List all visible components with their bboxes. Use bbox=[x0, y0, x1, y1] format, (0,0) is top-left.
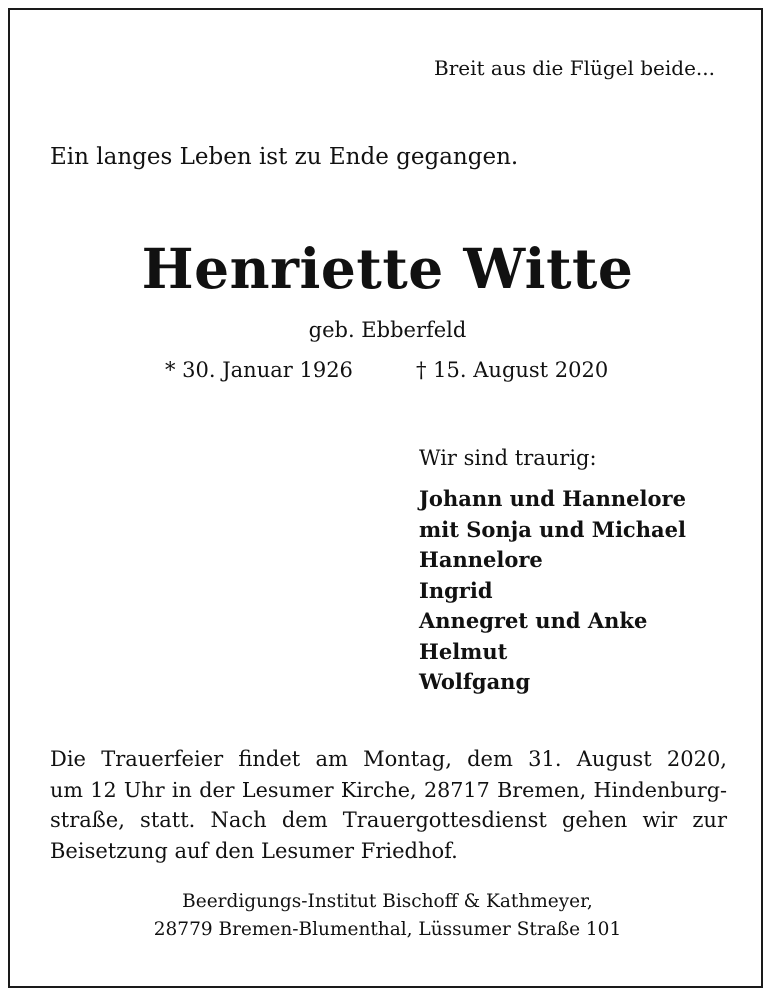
birth-date: * 30. Januar 1926 bbox=[165, 358, 353, 382]
mourners-heading: Wir sind traurig: bbox=[419, 446, 597, 470]
service-line: Beisetzung auf den Lesumer Friedhof. bbox=[50, 838, 458, 863]
death-date: † 15. August 2020 bbox=[416, 358, 609, 382]
undertaker-info bbox=[0, 888, 775, 944]
service-line: Die Trauerfeier findet am Montag, dem 31. August 2020, bbox=[50, 747, 727, 771]
intro-line: Ein langes Leben ist zu Ende gegangen. bbox=[50, 144, 519, 170]
funeral-service-text bbox=[50, 744, 727, 866]
deceased-name: Henriette Witte bbox=[141, 236, 634, 301]
mourner-name: mit Sonja und Michael bbox=[419, 516, 686, 542]
mourner-name: Ingrid bbox=[419, 577, 493, 603]
mourner-name: Wolfgang bbox=[419, 669, 531, 694]
service-line: um 12 Uhr in der Lesumer Kirche, 28717 Bremen, Hindenburg- bbox=[50, 777, 727, 802]
mourner-name: Helmut bbox=[419, 638, 508, 664]
undertaker-name: Beerdigungs-Institut Bischoff & Kathmeyer, bbox=[182, 891, 593, 912]
service-line: straße, statt. Nach dem Trauergottesdienst gehen wir zur bbox=[50, 808, 727, 832]
maiden-name: geb. Ebberfeld bbox=[308, 318, 467, 342]
mourner-name: Annegret und Anke bbox=[419, 608, 648, 633]
mourner-name: Johann und Hannelore bbox=[419, 486, 686, 511]
mourners-block bbox=[419, 446, 686, 698]
mourner-name: Hannelore bbox=[419, 547, 543, 572]
undertaker-address: 28779 Bremen-Blumenthal, Lüssumer Straße 101 bbox=[153, 919, 622, 940]
motto-quote: Breit aus die Flügel beide... bbox=[434, 56, 715, 80]
